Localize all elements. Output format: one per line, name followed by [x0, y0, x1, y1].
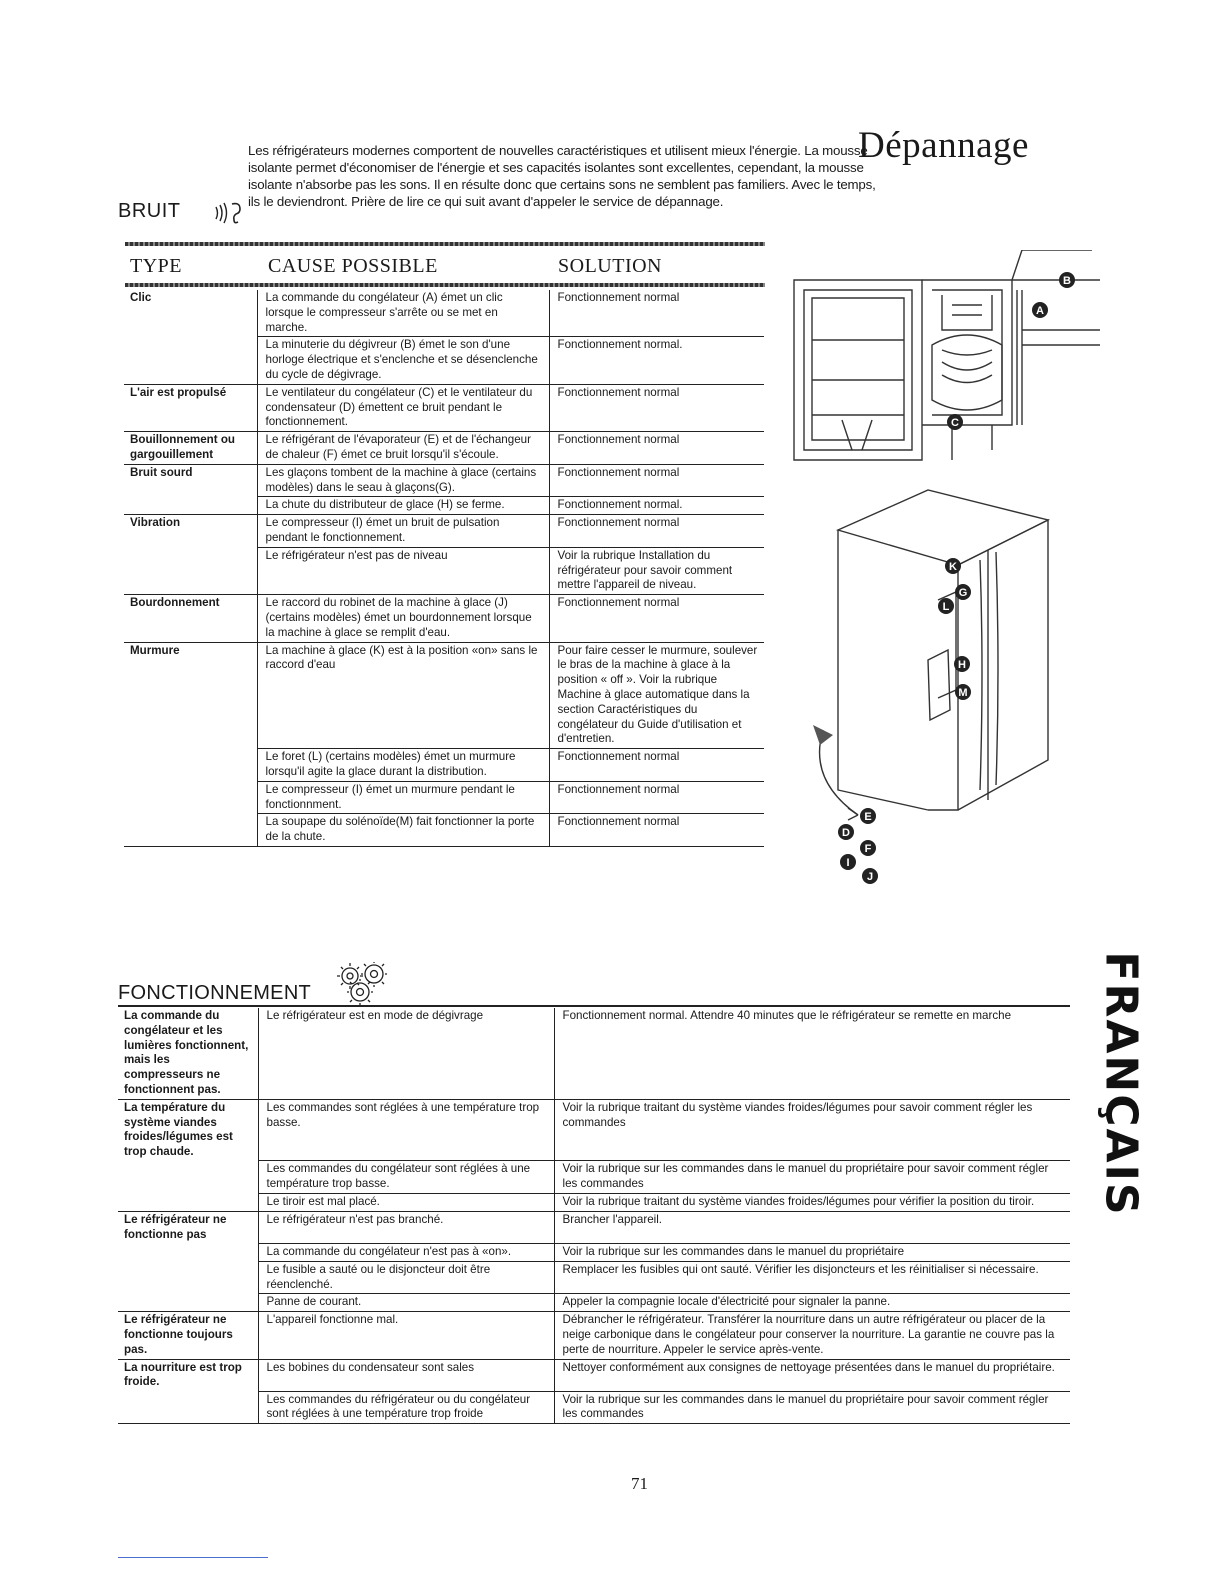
- callout-c: C: [951, 417, 959, 429]
- operation-solution-cell: Brancher l'appareil.: [554, 1211, 1070, 1243]
- operation-type-cell: [118, 1391, 258, 1424]
- noise-row: [124, 464, 764, 497]
- noise-type-cell: Vibration: [130, 516, 181, 530]
- noise-row: [124, 642, 764, 749]
- callout-e: E: [864, 811, 872, 823]
- noise-cause-cell: La soupape du solénoïde(M) fait fonctionner la porte de la chute.: [257, 814, 549, 847]
- noise-row: [124, 384, 764, 431]
- noise-type-cell: Murmure: [130, 643, 180, 657]
- callout-g: G: [958, 587, 968, 599]
- noise-cause-cell: Le compresseur (I) émet un bruit de pulsation pendant le fonctionnement.: [257, 515, 549, 548]
- callout-a: A: [1036, 305, 1044, 317]
- noise-row: [124, 497, 764, 515]
- noise-type-cell: L'air est propulsé: [124, 384, 257, 431]
- callout-b: B: [1063, 275, 1071, 287]
- noise-cause-cell: Le foret (L) (certains modèles) émet un murmure lorsqu'il agite la glace durant la distribution.: [257, 749, 549, 782]
- noise-row: [124, 547, 764, 594]
- noise-row: [124, 515, 764, 548]
- operation-solution-cell: Voir la rubrique sur les commandes dans le manuel du propriétaire pour savoir comment régler les commandes: [554, 1161, 1070, 1194]
- gears-icon: [326, 962, 406, 1011]
- operation-solution-cell: Nettoyer conformément aux consignes de nettoyage présentées dans le manuel du propriétaire.: [554, 1359, 1070, 1391]
- noise-type-cell: [124, 814, 257, 847]
- noise-solution-cell: Fonctionnement normal: [549, 432, 764, 465]
- callout-j: J: [866, 871, 874, 883]
- operation-cause-cell: Le tiroir est mal placé.: [258, 1194, 554, 1212]
- noise-type-cell: [124, 749, 257, 782]
- noise-cause-cell: Le compresseur (I) émet un murmure pendant le fonctionnment.: [257, 781, 549, 814]
- operation-cause-cell: Les commandes sont réglées à une température trop basse.: [258, 1099, 554, 1161]
- operation-type-cell: La commande du congélateur et les lumières fonctionnent, mais les compresseurs ne fonctionnent pas.: [118, 1008, 258, 1099]
- top-rule: [125, 242, 765, 246]
- operation-cause-cell: L'appareil fonctionne mal.: [258, 1312, 554, 1359]
- operation-type-cell: [118, 1161, 258, 1194]
- operation-type-cell: Le réfrigérateur ne fonctionne toujours pas.: [118, 1312, 258, 1359]
- callout-m: M: [958, 687, 968, 699]
- noise-row: [124, 595, 764, 642]
- operation-solution-cell: Remplacer les fusibles qui ont sauté. Vérifier les disjoncteurs et les réinitialiser si nécessaire.: [554, 1261, 1070, 1294]
- noise-row: [124, 749, 764, 782]
- noise-table: [124, 290, 764, 847]
- noise-row: [124, 432, 764, 465]
- sound-icon: [214, 200, 248, 231]
- callout-l: L: [942, 601, 950, 613]
- noise-row: [124, 814, 764, 847]
- operation-row: [118, 1194, 1070, 1212]
- operation-type-cell: [118, 1243, 258, 1261]
- header-rule: [125, 283, 765, 287]
- operation-row: [118, 1294, 1070, 1312]
- operation-row: [118, 1243, 1070, 1261]
- noise-solution-cell: Pour faire cesser le murmure, soulever le bras de la machine à glace à la position « off ». Voir la rubrique Machine à glace automatique dans la section Caractéristiques du congélateur du Guide d'utilisation et d'entretien.: [549, 642, 764, 749]
- page-number: 71: [631, 1474, 648, 1493]
- operation-solution-cell: Voir la rubrique traitant du système viandes froides/légumes pour vérifier la position du tiroir.: [554, 1194, 1070, 1212]
- column-header-cause: CAUSE POSSIBLE: [268, 255, 438, 277]
- operation-cause-cell: La commande du congélateur n'est pas à «on».: [258, 1243, 554, 1261]
- operation-row: [118, 1312, 1070, 1359]
- operation-row: [118, 1359, 1070, 1391]
- noise-type-cell: [124, 547, 257, 594]
- operation-type-cell: [118, 1294, 258, 1312]
- noise-solution-cell: Fonctionnement normal: [549, 595, 764, 642]
- callout-f: F: [864, 843, 872, 855]
- footer-rule: [118, 1557, 268, 1558]
- noise-cause-cell: Le raccord du robinet de la machine à glace (J) (certains modèles) émet un bourdonnement lorsque la machine à glace se remplit d'eau.: [257, 595, 549, 642]
- operation-rule: [118, 1005, 1070, 1007]
- intro-paragraph: Les réfrigérateurs modernes comportent de nouvelles caractéristiques et utilisent mieux l'énergie. La mousse isolante permet d'économiser de l'énergie et ses capacités isolantes sont excellentes, cependant, la mousse isolante n'absorbe pas les sons. Il en résulte donc que certains sons ne semblent pas familiers. Avec le temps, ils le deviendront. Prière de lire ce qui suit avant d'appeler le service de dépannage.: [248, 143, 876, 209]
- noise-solution-cell: Fonctionnement normal: [549, 290, 764, 337]
- noise-cause-cell: Le réfrigérateur n'est pas de niveau: [257, 547, 549, 594]
- callout-h: H: [958, 659, 966, 671]
- noise-solution-cell: Fonctionnement normal.: [549, 337, 764, 384]
- noise-type-cell: Bourdonnement: [124, 595, 257, 642]
- operation-cause-cell: Panne de courant.: [258, 1294, 554, 1312]
- operation-solution-cell: Voir la rubrique traitant du système viandes froides/légumes pour savoir comment régler les commandes: [554, 1099, 1070, 1161]
- noise-solution-cell: Fonctionnement normal: [549, 464, 764, 497]
- noise-type-cell: Bruit sourd: [130, 465, 193, 479]
- operation-solution-cell: Voir la rubrique sur les commandes dans le manuel du propriétaire: [554, 1243, 1070, 1261]
- operation-cause-cell: Les commandes du congélateur sont réglées à une température trop basse.: [258, 1161, 554, 1194]
- operation-row: [118, 1211, 1070, 1243]
- operation-row: [118, 1008, 1070, 1099]
- column-header-type: TYPE: [130, 255, 182, 277]
- noise-type-cell: [124, 497, 257, 515]
- noise-cause-cell: La minuterie du dégivreur (B) émet le son d'une horloge électrique et s'enclenche et se désenclenche du cycle de dégivrage.: [257, 337, 549, 384]
- noise-solution-cell: Fonctionnement normal: [549, 384, 764, 431]
- noise-row: [124, 337, 764, 384]
- operation-solution-cell: Débrancher le réfrigérateur. Transférer la nourriture dans un autre réfrigérateur ou placer de la neige carbonique dans le congélateur pour conserver la nourriture. La garantie ne couvre pas la perte de nourriture. Appeler le service après-vente.: [554, 1312, 1070, 1359]
- noise-solution-cell: Fonctionnement normal: [549, 781, 764, 814]
- fridge-interior-illustration: [792, 250, 1102, 475]
- operation-cause-cell: Les bobines du condensateur sont sales: [258, 1359, 554, 1391]
- noise-cause-cell: La machine à glace (K) est à la position «on» sans le raccord d'eau: [257, 642, 549, 749]
- noise-cause-cell: Le ventilateur du congélateur (C) et le ventilateur du condensateur (D) émettent ce bruit pendant le fonctionnement.: [257, 384, 549, 431]
- noise-type-cell: [124, 781, 257, 814]
- operation-type-cell: [118, 1194, 258, 1212]
- operation-row: [118, 1099, 1070, 1161]
- noise-solution-cell: Fonctionnement normal.: [549, 497, 764, 515]
- noise-cause-cell: La chute du distributeur de glace (H) se ferme.: [257, 497, 549, 515]
- noise-type-cell: Clic: [130, 291, 152, 304]
- operation-type-cell: La nourriture est trop froide.: [124, 1360, 242, 1389]
- noise-row: [124, 781, 764, 814]
- operation-section-heading: FONCTIONNEMENT: [118, 982, 312, 1004]
- operation-row: [118, 1391, 1070, 1424]
- noise-cause-cell: La commande du congélateur (A) émet un clic lorsque le compresseur s'arrête ou se met en marche.: [257, 290, 549, 337]
- language-tab-label: FRANÇAIS: [1095, 951, 1147, 1217]
- operation-row: [118, 1261, 1070, 1294]
- callout-i: I: [846, 857, 850, 869]
- operation-solution-cell: Voir la rubrique sur les commandes dans le manuel du propriétaire pour savoir comment régler les commandes: [554, 1391, 1070, 1424]
- noise-cause-cell: Le réfrigérant de l'évaporateur (E) et de l'échangeur de chaleur (F) émet ce bruit lorsqu'il s'écoule.: [257, 432, 549, 465]
- noise-solution-cell: Fonctionnement normal: [549, 515, 764, 548]
- noise-type-cell: [124, 337, 257, 384]
- noise-row: [124, 290, 764, 337]
- noise-section-heading: BRUIT: [118, 200, 181, 222]
- operation-type-cell: [118, 1261, 258, 1294]
- operation-row: [118, 1161, 1070, 1194]
- language-tab: [1095, 951, 1147, 1217]
- operation-cause-cell: Le réfrigérateur est en mode de dégivrage: [258, 1008, 554, 1099]
- column-header-solution: SOLUTION: [558, 255, 662, 277]
- operation-solution-cell: Appeler la compagnie locale d'électricité pour signaler la panne.: [554, 1294, 1070, 1312]
- operation-type-cell: Le réfrigérateur ne fonctionne pas: [124, 1212, 227, 1241]
- callout-k: K: [949, 561, 957, 573]
- operation-cause-cell: Le réfrigérateur n'est pas branché.: [258, 1211, 554, 1243]
- page-title: Dépannage: [858, 125, 1029, 166]
- noise-type-cell: Bouillonnement ou gargouillement: [124, 432, 257, 465]
- noise-solution-cell: Fonctionnement normal: [549, 749, 764, 782]
- callout-d: D: [842, 827, 850, 839]
- noise-solution-cell: Fonctionnement normal: [549, 814, 764, 847]
- noise-cause-cell: Les glaçons tombent de la machine à glace (certains modèles) dans le seau à glaçons(G).: [257, 464, 549, 497]
- noise-solution-cell: Voir la rubrique Installation du réfrigérateur pour savoir comment mettre l'appareil de niveau.: [549, 547, 764, 594]
- operation-table: [118, 1008, 1070, 1424]
- operation-solution-cell: Fonctionnement normal. Attendre 40 minutes que le réfrigérateur se remette en marche: [554, 1008, 1070, 1099]
- operation-cause-cell: Le fusible a sauté ou le disjoncteur doit être réenclenché.: [258, 1261, 554, 1294]
- operation-type-cell: La température du système viandes froides/légumes est trop chaude.: [124, 1100, 233, 1159]
- operation-cause-cell: Les commandes du réfrigérateur ou du congélateur sont réglées à une température trop froide: [258, 1391, 554, 1424]
- fridge-exterior-illustration: [788, 470, 1068, 905]
